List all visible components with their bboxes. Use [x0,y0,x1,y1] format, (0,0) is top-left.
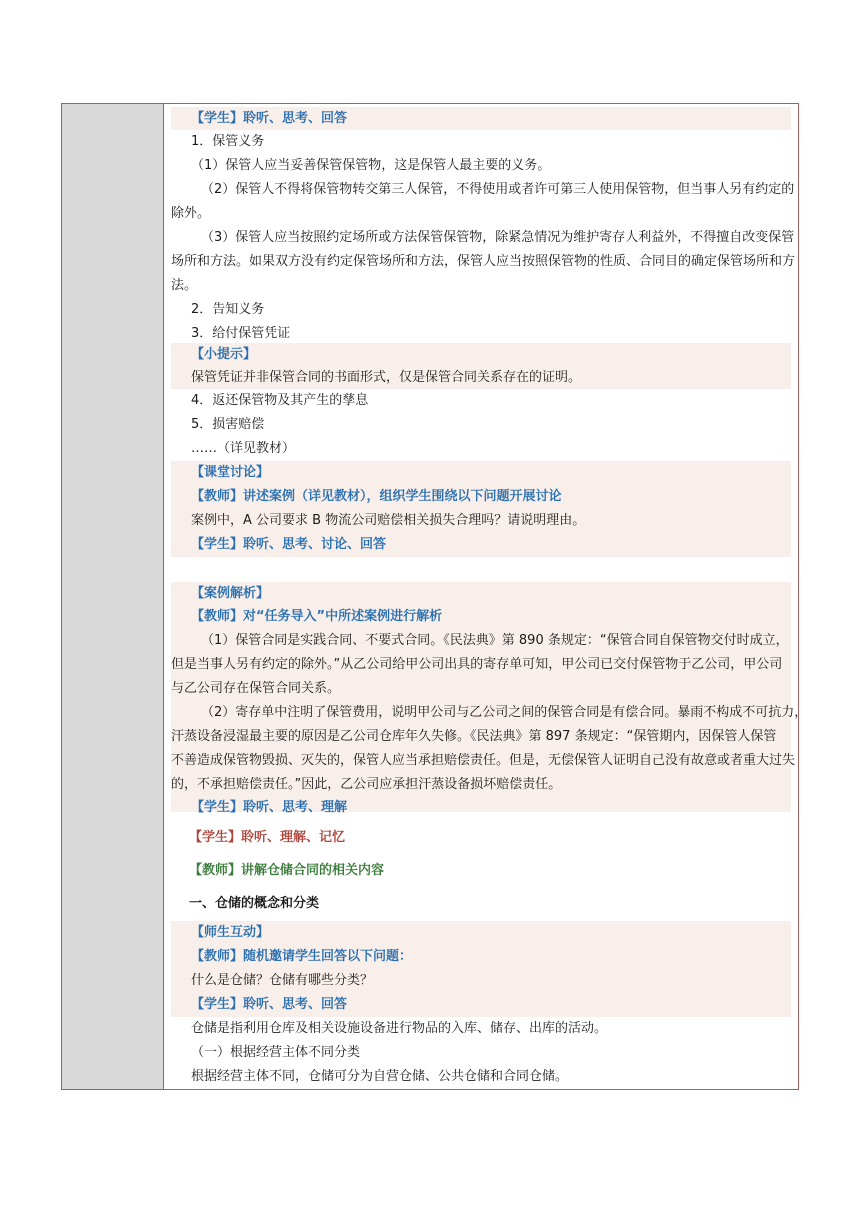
case-para-1-line3: 与乙公司存在保管合同关系。 [171,681,341,696]
duty-para-3-line2: 场所和方法。如果双方没有约定保管场所和方法，保管人应当按照保管物的性质、合同目的确定保管场所和方 [171,254,796,269]
case-para-2-line4: 的，不承担赔偿责任。”因此，乙公司应承担汗蒸设备损坏赔偿责任。 [171,777,562,792]
interaction-student: 【学生】聆听、思考、回答 [191,997,348,1012]
duty-heading-3: 3．给付保管凭证 [191,326,291,341]
warehouse-section [171,1017,791,1089]
duty-para-3-line3: 法。 [171,278,198,293]
tip-text: 保管凭证并非保管合同的书面形式，仅是保管合同关系存在的证明。 [191,370,582,385]
interaction-box [171,921,791,1017]
lesson-table [61,103,808,1090]
interaction-teacher: 【教师】随机邀请学生回答以下问题： [191,949,413,964]
tip-title: 【小提示】 [191,347,257,362]
see-textbook: ……（详见教材） [191,441,296,456]
duty-para-3-line1: （3）保管人应当按照约定场所或方法保管保管物，除紧急情况为维护寄存人利益外，不得擅自改变保管 [201,230,795,245]
discussion-question: 案例中，A 公司要求 B 物流公司赔偿相关损失合理吗？请说明理由。 [191,513,586,528]
case-para-2-line2: 汗蒸设备浸湿最主要的原因是乙公司仓库年久失修。《民法典》第 897 条规定：“保管期内，因保管人保管 [171,729,777,744]
duty-heading-5: 5．损害赔偿 [191,417,265,432]
case-para-2-line3: 不善造成保管物毁损、灭失的，保管人应当承担赔偿责任。但是，无偿保管人证明自己没有故意或者重大过失 [171,753,796,768]
case-title: 【案例解析】 [191,586,270,601]
duty-para-1: （1）保管人应当妥善保管保管物，这是保管人最主要的义务。 [191,158,551,173]
section-heading: 一、仓储的概念和分类 [189,896,320,911]
case-para-1-line2: 但是当事人另有约定的除外。”从乙公司给甲公司出具的寄存单可知，甲公司已交付保管物于乙公司，甲公司 [171,657,783,672]
case-para-2-line1: （2）寄存单中注明了保管费用，说明甲公司与乙公司之间的保管合同是有偿合同。暴雨不构成不可抗力， [201,705,808,720]
content-column [164,104,808,1089]
student-reply: 【学生】聆听、思考、回答 [191,111,348,126]
interaction-title: 【师生互动】 [191,925,270,940]
duty-heading-2: 2．告知义务 [191,302,265,317]
discussion-student: 【学生】聆听、思考、讨论、回答 [191,537,387,552]
case-student: 【学生】聆听、思考、理解 [191,800,348,815]
interaction-question: 什么是仓储？仓储有哪些分类？ [191,973,374,988]
student-reply-box [171,107,791,130]
duty-para-2-line1: （2）保管人不得将保管物转交第三人保管，不得使用或者许可第三人使用保管物，但当事人另有约定的 [201,182,795,197]
classification-heading: （一）根据经营主体不同分类 [191,1045,361,1060]
case-para-1-line1: （1）保管合同是实践合同、不要式合同。《民法典》第 890 条规定：“保管合同自保管物交付时成立， [201,633,789,648]
discussion-box [171,461,791,557]
discussion-title: 【课堂讨论】 [191,465,270,480]
student-remember: 【学生】聆听、理解、记忆 [189,830,346,845]
discussion-teacher: 【教师】讲述案例（详见教材），组织学生围绕以下问题开展讨论 [191,489,562,504]
case-analysis-box [171,582,808,815]
left-column [62,104,164,1089]
tip-box [171,343,791,389]
duty-heading-1: 1．保管义务 [191,134,265,149]
duty-para-2-line2: 除外。 [171,206,211,221]
duties-section-2 [171,389,791,461]
teacher-explain: 【教师】讲解仓储合同的相关内容 [189,863,385,878]
duty-heading-4: 4．返还保管物及其产生的孳息 [191,393,369,408]
warehouse-definition: 仓储是指利用仓库及相关设施设备进行物品的入库、储存、出库的活动。 [191,1021,608,1036]
case-teacher: 【教师】对“任务导入”中所述案例进行解析 [191,609,443,624]
classification-text: 根据经营主体不同，仓储可分为自营仓储、公共仓储和合同仓储。 [191,1069,569,1084]
